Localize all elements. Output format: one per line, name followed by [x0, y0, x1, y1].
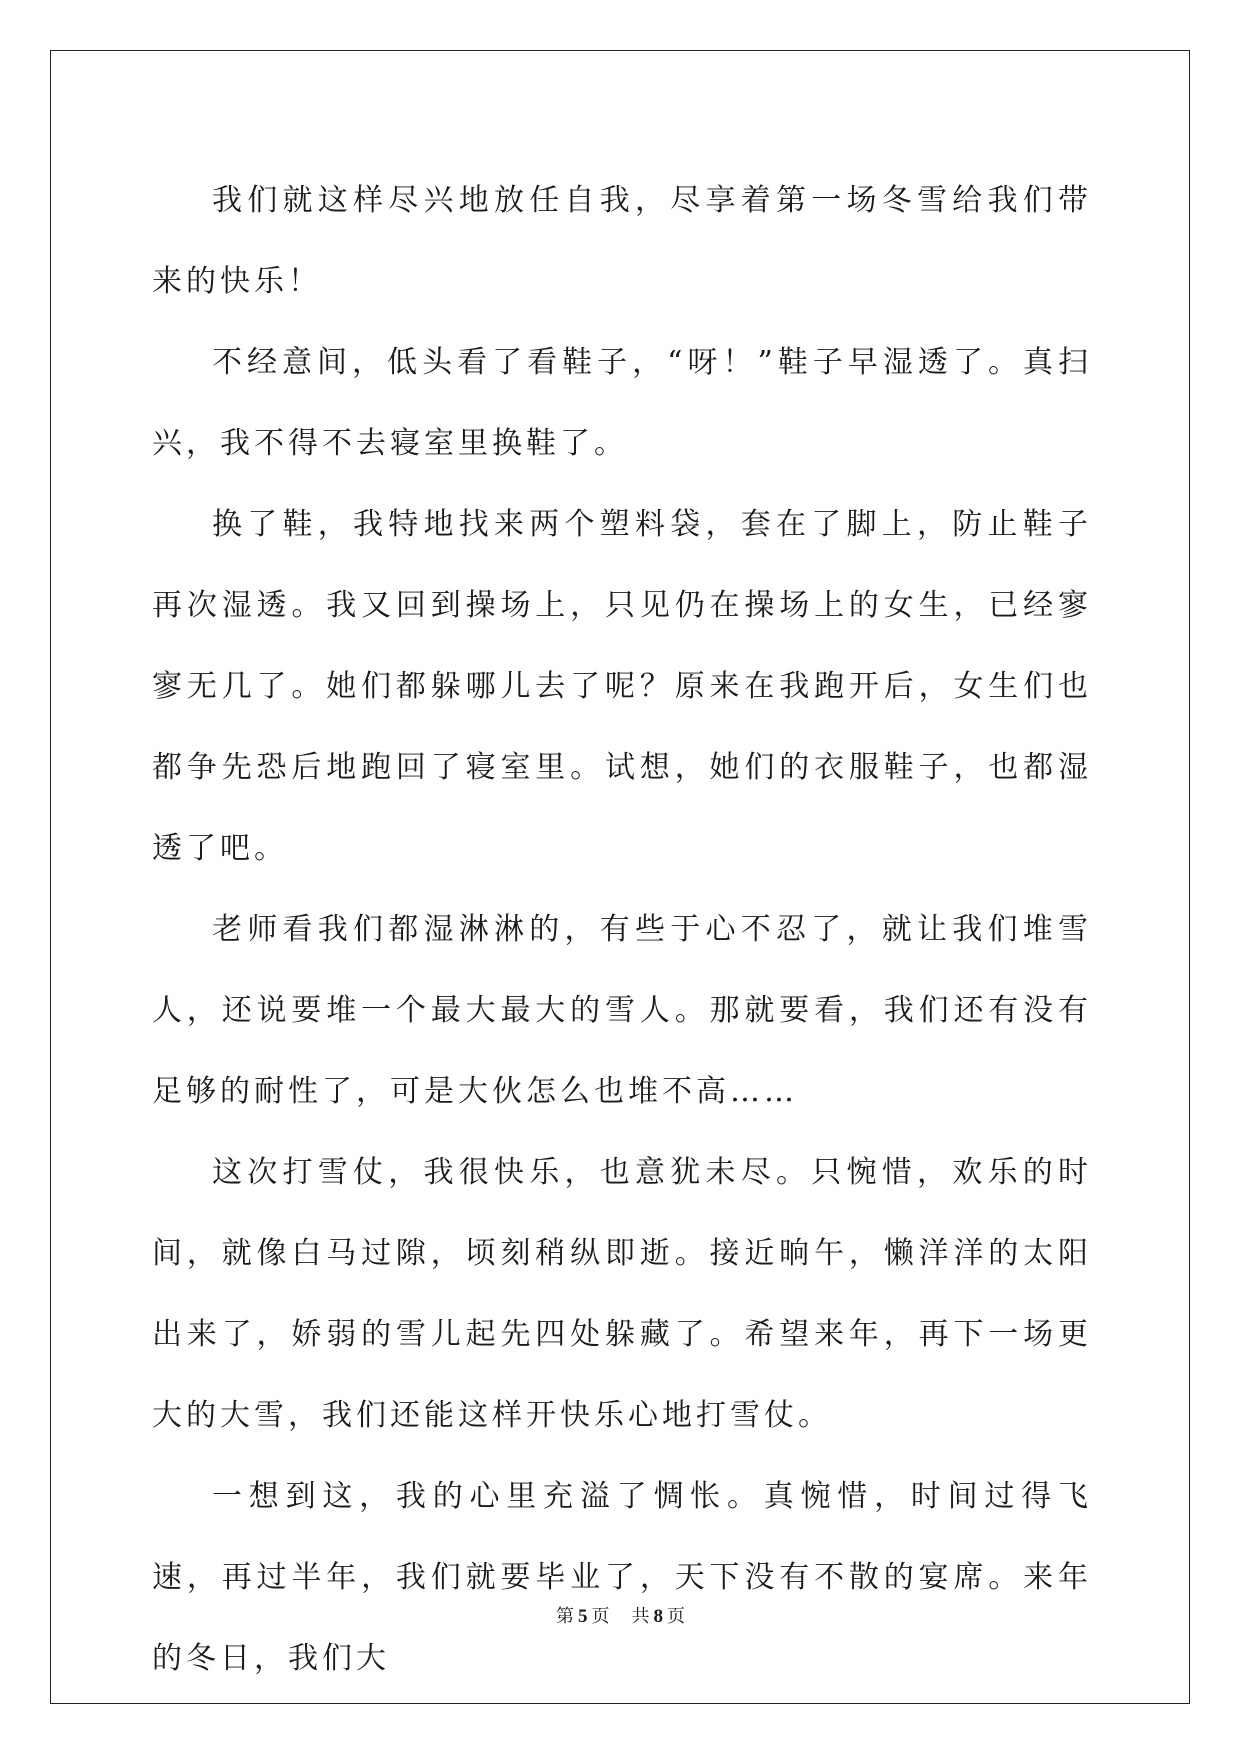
- paragraph-6: 一想到这，我的心里充溢了惆怅。真惋惜，时间过得飞速，再过半年，我们就要毕业了，天下没有不散的宴席。来年的冬日，我们大: [152, 1479, 1092, 1676]
- paragraph-5: 这次打雪仗，我很快乐，也意犹未尽。只惋惜，欢乐的时间，就像白马过隙，顷刻稍纵即逝。接近晌午，懒洋洋的太阳出来了，娇弱的雪儿起先四处躲藏了。希望来年，再下一场更大的大雪，我们还能这样开快乐心地打雪仗。: [152, 1155, 1092, 1433]
- total-suffix: 页: [667, 1606, 685, 1627]
- total-prefix: 共: [631, 1606, 650, 1627]
- paragraph-3: 换了鞋，我特地找来两个塑料袋，套在了脚上，防止鞋子再次湿透。我又回到操场上，只见仍在操场上的女生，已经寥寥无几了。她们都躲哪儿去了呢？原来在我跑开后，女生们也都争先恐后地跑回了寝室里。试想，她们的衣服鞋子，也都湿透了吧。: [152, 507, 1092, 866]
- paragraph-1: 我们就这样尽兴地放任自我，尽享着第一场冬雪给我们带来的快乐！: [152, 183, 1092, 299]
- paragraph-2: 不经意间，低头看了看鞋子，“呀！”鞋子早湿透了。真扫兴，我不得不去寝室里换鞋了。: [152, 345, 1092, 461]
- total-page-number: 8: [653, 1606, 663, 1627]
- page-footer: [0, 1602, 1241, 1628]
- document-body: [152, 160, 1092, 1699]
- page-suffix: 页: [591, 1606, 610, 1627]
- current-page-number: 5: [578, 1606, 588, 1627]
- page-prefix: 第: [556, 1606, 574, 1627]
- paragraph-4: 老师看我们都湿淋淋的，有些于心不忍了，就让我们堆雪人，还说要堆一个最大最大的雪人。那就要看，我们还有没有足够的耐性了，可是大伙怎么也堆不高……: [152, 912, 1092, 1109]
